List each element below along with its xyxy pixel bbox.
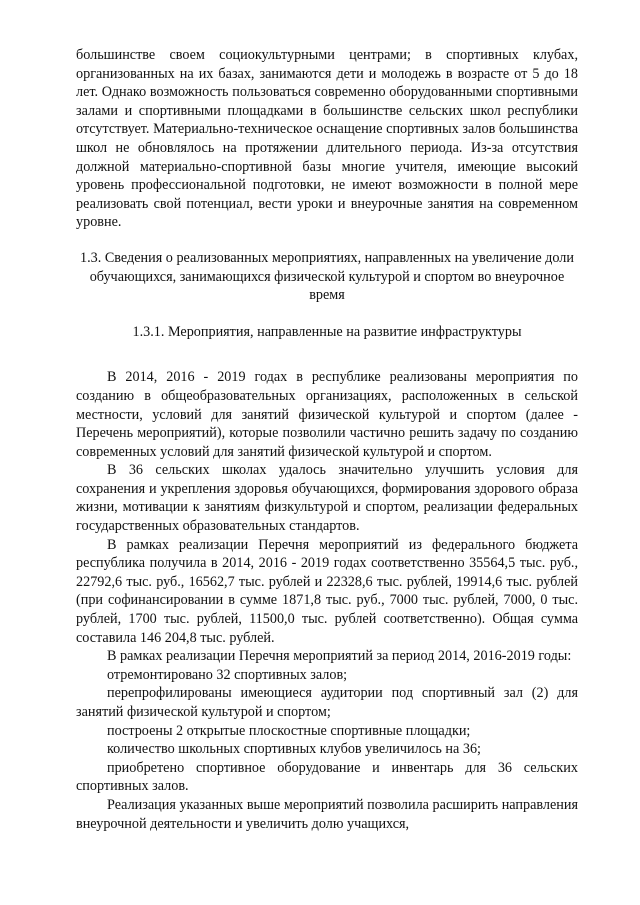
list-item: отремонтировано 32 спортивных залов; <box>107 666 348 683</box>
body-paragraph: В рамках реализации Перечня мероприятий из федерального бюджета республика получила в 2014, 2016 - 2019 годах соответственно 35564,5 тыс. руб., 22792,6 тыс. руб., 16562,7 тыс. рублей и 22328,6 тыс. рублей, 19914,6 тыс. рублей (при софинансировании в сумме 1871,8 тыс. руб., 7000 тыс. рублей, 7000, 0 тыс. рублей, 1700 тыс. рублей, 11500,0 тыс. рублей соответственно). Общая сумма составила 146 204,8 тыс. рублей. <box>76 536 578 646</box>
section-heading: 1.3. Сведения о реализованных мероприятиях, направленных на увеличение доли обучающихся, занимающихся физической культурой и спортом во внеурочное время <box>80 249 574 304</box>
list-item: количество школьных спортивных клубов увеличилось на 36; <box>107 741 481 758</box>
body-paragraph: Реализация указанных выше мероприятий позволила расширить направления внеурочной деятельности и увеличить долю учащихся, <box>76 796 578 832</box>
subsection-heading: 1.3.1. Мероприятия, направленные на развитие инфраструктуры <box>132 323 522 340</box>
body-paragraph: В 36 сельских школах удалось значительно улучшить условия для сохранения и укрепления здоровья обучающихся, формирования здорового образа жизни, мотивации к занятиям физкультурой и спортом, реализации федеральных государственных образовательных стандартов. <box>76 462 578 535</box>
body-paragraph: В рамках реализации Перечня мероприятий за период 2014, 2016-2019 годы: <box>107 648 572 665</box>
list-item: перепрофилированы имеющиеся аудитории под спортивный зал (2) для занятий физической культурой и спортом; <box>76 685 578 720</box>
intro-paragraph: большинстве своем социокультурными центрами; в спортивных клубах, организованных на их базах, занимаются дети и молодежь в возрасте от 5 до 18 лет. Однако возможность пользоваться современно оборудованными спортивными залами и спортивными площадками в большинстве сельских школ республики отсутствует. Материально-техническое оснащение спортивных залов большинства школ не обновлялось на протяжении длительного периода. Из-за отсутствия должной материально-спортивной базы многие учителя, имеющие высокий уровень профессиональной подготовки, не имеют возможности в полной мере реализовать свой потенциал, вести уроки и внеурочные занятия на современном уровне. <box>76 47 578 231</box>
list-item: построены 2 открытые плоскостные спортивные площадки; <box>107 722 471 739</box>
list-item: приобретено спортивное оборудование и инвентарь для 36 сельских спортивных залов. <box>76 759 578 795</box>
body-paragraph: В 2014, 2016 - 2019 годах в республике реализованы мероприятия по созданию в общеобразовательных организациях, расположенных в сельской местности, условий для занятий физической культурой и спортом (далее - Перечень мероприятий), которые позволили частично решить задачу по созданию современных условий для занятий физической культурой и спортом. <box>76 369 578 460</box>
